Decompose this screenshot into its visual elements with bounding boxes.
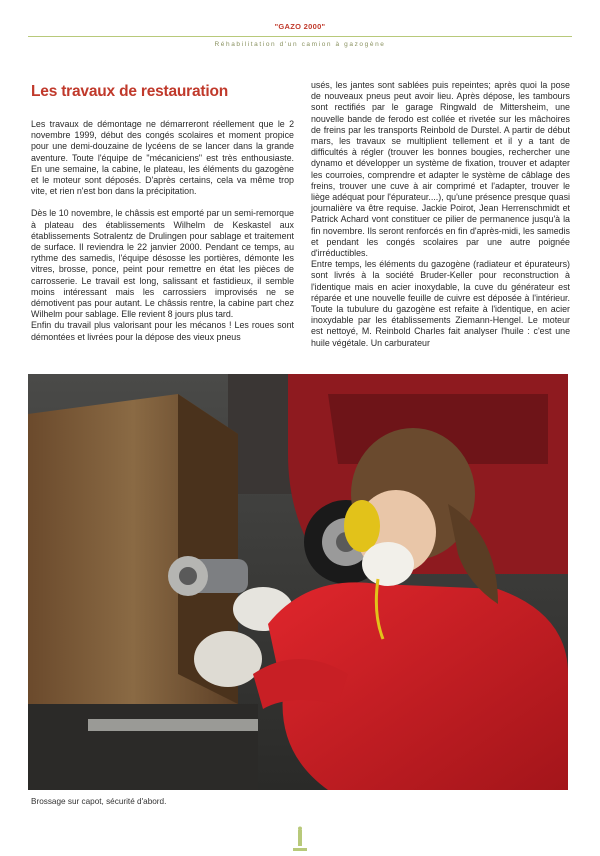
article-paragraph-3-part-1: Enfin du travail plus valorisant pour les mécanos ! Les roues sont démontées et livrées pour la dépose des vieux pneus — [31, 320, 294, 342]
article-paragraph-3-part-2: usés, les jantes sont sablées puis repeintes; après quoi la pose de nouveaux pneus peut avoir lieu. Après dépose, les tambours sont rectifiés par le garage Ringwald de Mittersheim, une nouvelle bande de ferodo est collée et rivetée sur les mâchoires de freins par les transports Reinbold de Durstel. A partir de début mars, les travaux se multiplient tellement et il y a tant de difficultés à régler (trouver les bonnes bougies, rechercher une dynamo et développer un système de fixation, trouver et adapter les courroies, comprendre et adapter le système de câblage des freins, trouver une cuve à air comprimé et l'adapter, trouver le liège adéquat pour l'épurateur....), qu'une présence presque quasi journalière va être requise. Jackie Poirot, Jean Herrenschmidt et Patrick Achard vont constituer ce pilier de permanence jusqu'à la fin novembre. Ils seront renforcés en fin d'après-midi, les samedis et pendant les congés scolaires par une autre poignée d'irréductibles. — [311, 80, 570, 259]
restoration-photo — [28, 374, 568, 790]
header-divider — [28, 36, 572, 37]
footer-logo-icon — [287, 826, 313, 856]
photo-caption: Brossage sur capot, sécurité d'abord. — [31, 797, 167, 806]
article-title: Les travaux de restauration — [31, 83, 229, 100]
article-paragraph-4: Entre temps, les éléments du gazogène (radiateur et épurateurs) sont livrés à la société Bruder-Keller pour reconstruction à l'identique mais en acier inoxydable, la cuve du générateur est réparée et une nouvelle feuille de cuivre est déposée à l'intérieur. Toute la tubulure du gazogène est refaite à l'identique, en acier inoxydable par les établissements Ziemann-Hengel. Le moteur est nettoyé, M. Reinbold Charles fait analyser l'huile : c'est une huile végétale. Un carburateur — [311, 259, 570, 348]
article-paragraph-2: Dès le 10 novembre, le châssis est emporté par un semi-remorque à plateau des établissements Wilhelm de Keskastel aux établissements Sotralentz de Drulingen pour sablage et traitement de surface. Il reviendra le 22 janvier 2000. Pendant ce temps, au rythme des samedis, l'équipe désosse les portières, démonte les vitres, brosse, ponce, peint pour remettre en état les pièces de carrosserie. Le travail est long, salissant et fastidieux, il semble moins intéressant mais les carrossiers improvisés ne se démotivent pas pour autant. Le châssis rentre, la cabine part chez Wilhelm pour sablage. Elle revient 8 jours plus tard. — [31, 208, 294, 320]
article-column-left — [31, 80, 294, 343]
header-subtitle: Réhabilitation d'un camion à gazogène — [214, 41, 386, 48]
article-paragraph-1: Les travaux de démontage ne démarreront réellement que le 2 novembre 1999, début des congés scolaires et moment propice pour une demi-douzaine de lycéens de se lancer dans la grande aventure. Toute l'équipe de "mécaniciens" est très enthousiaste. En une semaine, la cabine, le plateau, les éléments du gazogène et le moteur sont déposés. D'après certains, cela va même trop vite, et rien n'est bon dans la précipitation. — [31, 119, 294, 197]
magazine-name: "GAZO 2000" — [274, 22, 326, 31]
article-column-right — [311, 80, 570, 349]
